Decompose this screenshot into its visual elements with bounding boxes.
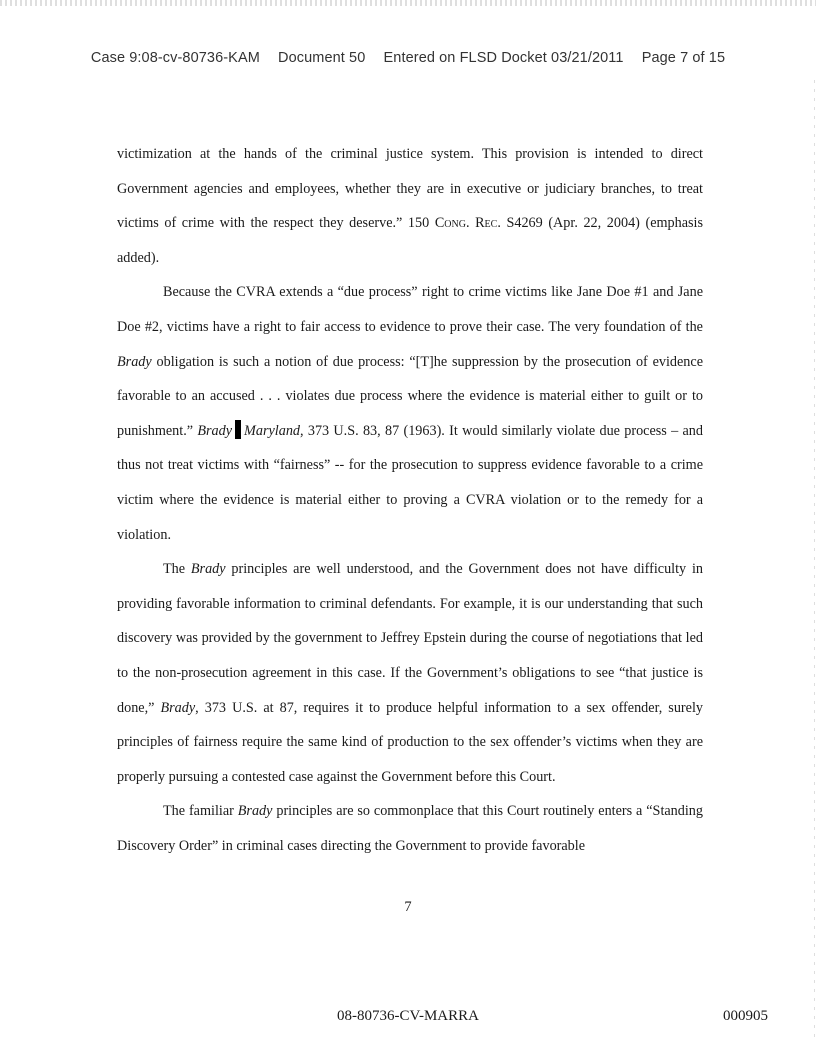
page-of: Page 7 of 15	[641, 50, 726, 66]
case-citation-italic: Brady	[160, 699, 196, 716]
page-number: 7	[404, 899, 412, 915]
paragraph	[117, 275, 703, 552]
paragraph-text: principles are so commonplace that this Court routinely enters a “Standing Discovery Order” in criminal cases directing the Government to provide favorable	[117, 803, 703, 854]
paragraph-text: victimization at the hands of the criminal justice system. This provision is intended to direct Government agencies and employees, whether they are in executive or judiciary branches, to treat victims of crime with the respect they deserve.” 150	[117, 146, 703, 232]
paragraph-text: , 373 U.S. 83, 87 (1963). It would similarly violate due process – and thus not treat victims with “fairness” -- for the prosecution to suppress evidence favorable to a crime victim where the evidence is material either to proving a CVRA violation or to the remedy for a violation.	[117, 422, 703, 543]
paragraph-text: S4269 (Apr. 22, 2004) (emphasis added).	[117, 215, 704, 266]
scan-artifact-top	[0, 0, 816, 6]
paragraph-text: principles are well understood, and the Government does not have difficulty in providing favorable information to criminal defendants. For example, it is our understanding that such discovery was provided by the government to Jeffrey Epstein during the course of negotiations that led to the non-prosecution agreement in this case. If the Government’s obligations to see “that justice is done,”	[117, 561, 703, 716]
docket-entry: Entered on FLSD Docket 03/21/2011	[383, 50, 624, 66]
paragraph	[117, 794, 703, 863]
scan-artifact-right	[814, 80, 815, 1040]
paragraph-text: The	[163, 561, 191, 578]
case-citation-italic: Brady	[237, 803, 273, 820]
redaction-mark	[235, 420, 241, 439]
footer-case-id: 08-80736-CV-MARRA	[337, 1008, 479, 1024]
paragraph-text: Because the CVRA extends a “due process” right to crime victims like Jane Doe #1 and Jane Doe #2, victims have a right to fair access to evidence to prove their case. The very foundation of the	[117, 284, 703, 335]
reporter-citation: Cong. Rec.	[434, 215, 501, 232]
paragraph-text: obligation is such a notion of due process: “[T]he suppression by the prosecution of evidence favorable to an accused . . . violates due process where the evidence is material either to guilt or to punishment.”	[117, 353, 703, 439]
paragraph-text: The familiar	[163, 803, 238, 820]
paragraph-text: , 373 U.S. at 87, requires it to produce helpful information to a sex offender, surely principles of fairness require the same kind of production to the sex offender’s victims when they are properly pursuing a contested case against the Government before this Court.	[117, 699, 703, 785]
case-number: Case 9:08-cv-80736-KAM	[90, 50, 260, 66]
case-citation-italic: Brady	[190, 561, 226, 578]
paragraph	[117, 137, 703, 275]
case-citation-italic: Brady	[197, 422, 233, 439]
case-header	[0, 50, 816, 66]
document-number: Document 50	[278, 50, 366, 66]
bates-number: 000905	[723, 1008, 768, 1024]
case-citation-italic: Brady	[117, 353, 152, 370]
document-body	[117, 137, 703, 863]
paragraph	[117, 552, 703, 794]
case-citation-italic: Maryland	[244, 422, 301, 439]
